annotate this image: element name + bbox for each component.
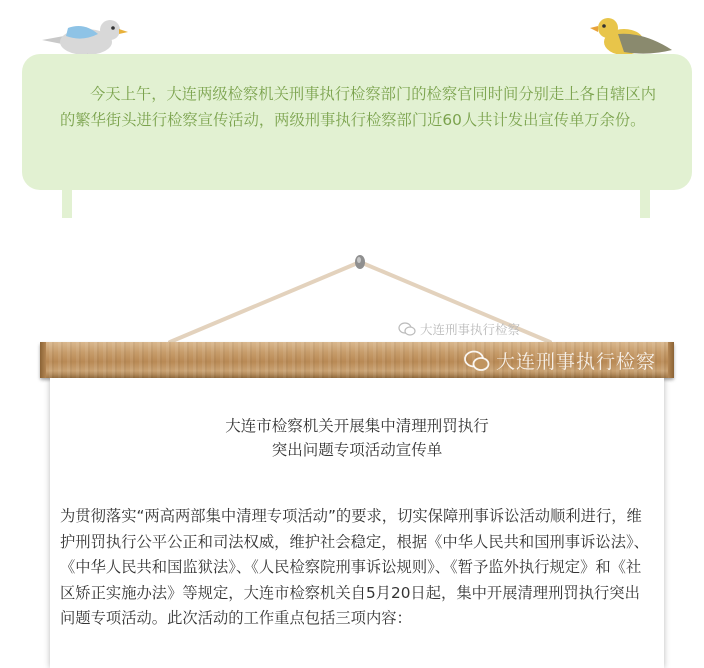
wood-hanger-bar <box>40 342 674 378</box>
document-title-line-1: 大连市检察机关开展集中清理刑罚执行 <box>225 417 489 435</box>
nail-icon <box>355 255 365 269</box>
document-sheet <box>50 378 664 668</box>
document-title <box>50 414 664 462</box>
wechat-icon <box>464 350 490 372</box>
watermark-bar-text: 大连刑事执行检察 <box>495 351 656 373</box>
intro-panel <box>22 54 692 190</box>
watermark-bar <box>464 347 656 374</box>
watermark-top <box>398 320 520 338</box>
intro-text: 今天上午，大连两级检察机关刑事执行检察部门的检察官同时间分别走上各自辖区内的繁华街头进行检察宣传活动，两级刑事执行检察部门近60人共计发出宣传单万余份。 <box>60 85 656 129</box>
intro-panel-leg-right <box>640 188 650 218</box>
document-body: 为贯彻落实“两高两部集中清理专项活动”的要求，切实保障刑事诉讼活动顺利进行，维护刑罚执行公平公正和司法权威，维护社会稳定，根据《中华人民共和国刑事诉讼法》、《中华人民共和国监狱法》、《人民检察院刑事诉讼规则》、《暂予监外执行规定》和《社区矫正实施办法》等规定，大连市检察机关自5月20日起，集中开展清理刑罚执行突出问题专项活动。此次活动的工作重点包括三项内容： <box>60 507 649 627</box>
intro-panel-leg-left <box>62 188 72 218</box>
wechat-icon <box>398 322 416 336</box>
document-title-line-2: 突出问题专项活动宣传单 <box>271 441 443 459</box>
watermark-top-text: 大连刑事执行检察 <box>420 322 521 337</box>
